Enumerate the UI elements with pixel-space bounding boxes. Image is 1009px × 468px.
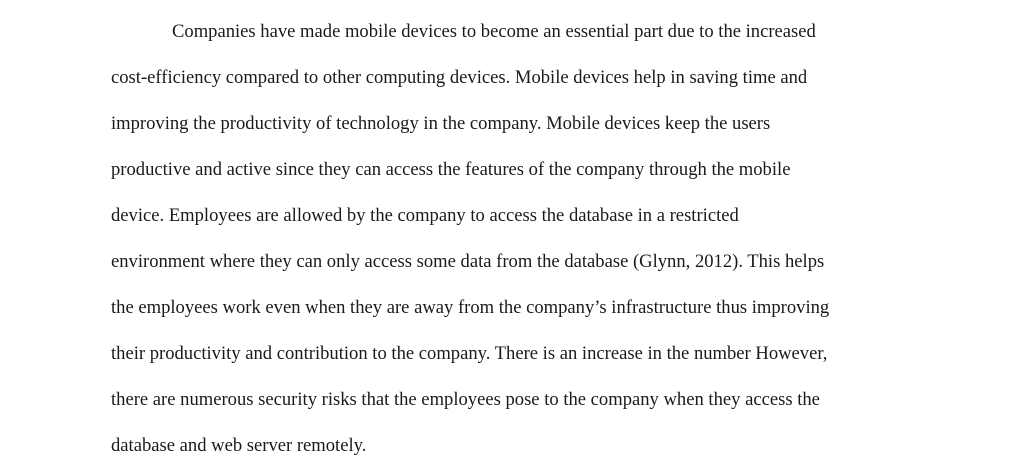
paragraph-line-5: device. Employees are allowed by the company to access the database in a restricted bbox=[111, 205, 739, 226]
paragraph-line-6: environment where they can only access some data from the database (Glynn, 2012). This helps bbox=[111, 251, 825, 272]
paragraph-line-1: Companies have made mobile devices to become an essential part due to the increased bbox=[172, 21, 816, 42]
paragraph-line-8: their productivity and contribution to the company. There is an increase in the number However, bbox=[111, 343, 828, 364]
paragraph-line-4: productive and active since they can access the features of the company through the mobile bbox=[111, 159, 791, 180]
paragraph-line-2: cost-efficiency compared to other computing devices. Mobile devices help in saving time and bbox=[111, 67, 808, 88]
paragraph-line-10: database and web server remotely. bbox=[111, 435, 367, 456]
paragraph-line-7: the employees work even when they are away from the company’s infrastructure thus improving bbox=[111, 297, 830, 318]
paragraph-line-3: improving the productivity of technology in the company. Mobile devices keep the users bbox=[111, 113, 771, 134]
paragraph-line-9: there are numerous security risks that the employees pose to the company when they access the bbox=[111, 389, 820, 410]
